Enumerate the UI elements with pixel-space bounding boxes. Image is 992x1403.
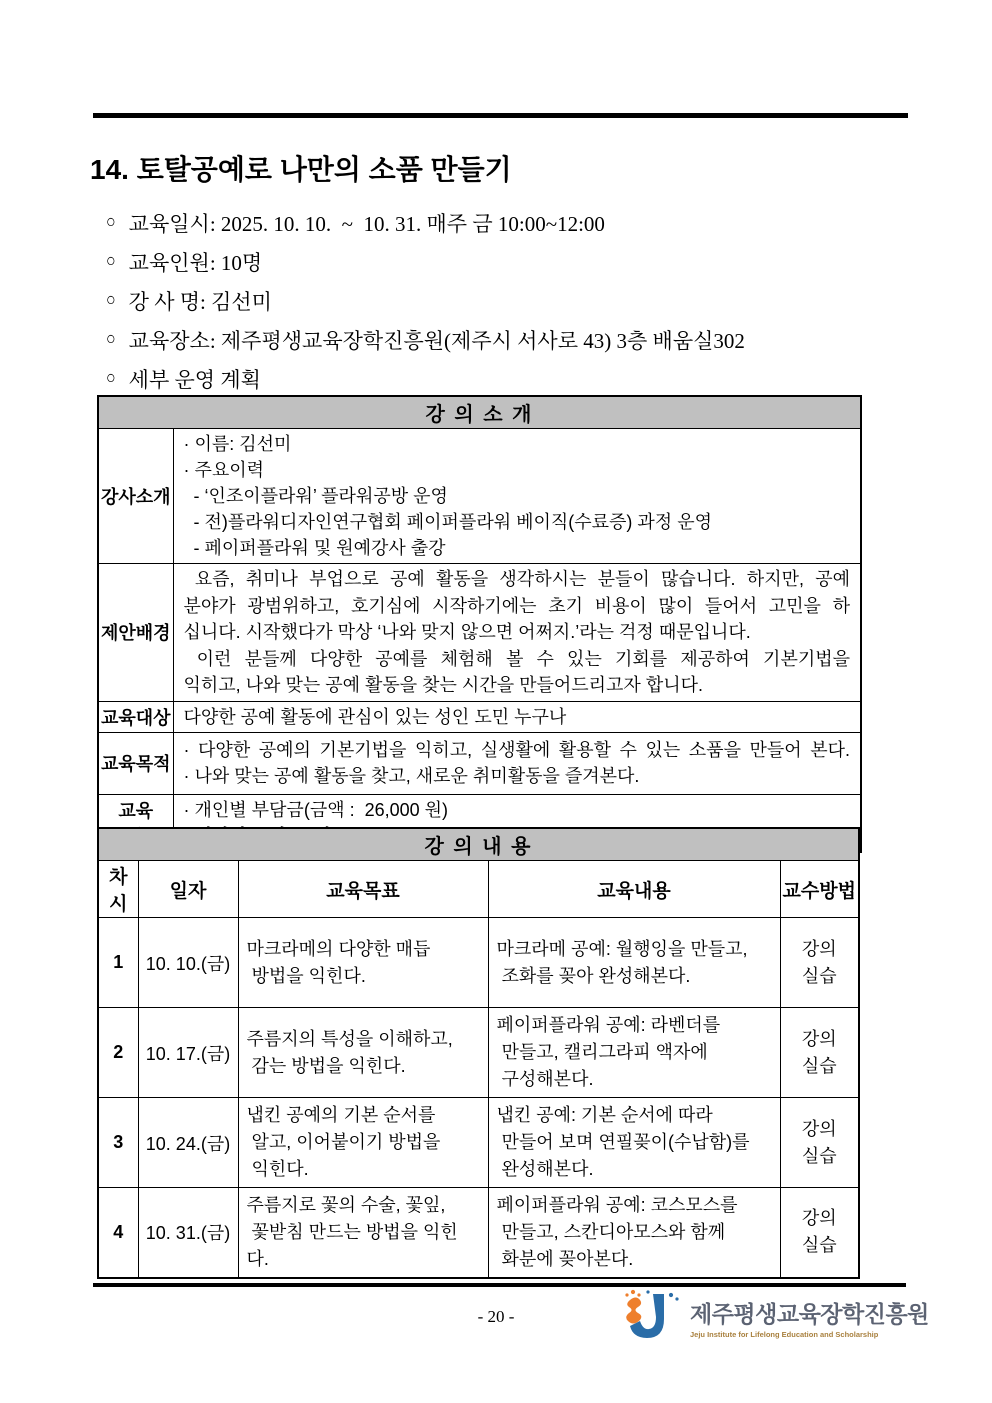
content-line: 만들고, 캘리그라피 액자에 — [496, 1042, 708, 1062]
profile-line: · 주요이력 — [183, 460, 265, 480]
col-header-session: 차시 — [98, 861, 138, 918]
col-header-date: 일자 — [138, 861, 238, 918]
circle-bullet-icon: ○ — [106, 290, 116, 310]
session-date: 10. 10.(금) — [138, 918, 238, 1008]
bullet-instructor-name — [106, 281, 906, 320]
method-line: 강의 — [801, 1028, 837, 1049]
row-label-instructor-profile: 강사소개 — [98, 429, 173, 564]
background-line: 이런 분들께 다양한 공예를 체험해 볼 수 있는 기회를 제공하여 기본기법을 — [183, 648, 850, 669]
col-header-objective: 교육목표 — [238, 861, 488, 918]
method-line: 강의 — [801, 1118, 837, 1139]
profile-line: - 페이퍼플라워 및 원예강사 출강 — [183, 538, 446, 558]
objective-line: 알고, 이어붙이기 방법을 — [246, 1132, 441, 1152]
table-row — [98, 1188, 859, 1278]
objective-line: 감는 방법을 익힌다. — [246, 1055, 406, 1076]
session-number: 3 — [98, 1098, 138, 1188]
table-row — [98, 918, 859, 1008]
instructor-profile-cell — [173, 429, 861, 564]
org-name-en: Jeju Institute for Lifelong Education and Scholarship — [690, 1329, 879, 1339]
session-objective — [238, 1008, 488, 1098]
row-label-education-purpose: 교육목적 — [98, 732, 173, 794]
education-purpose-cell — [173, 732, 861, 794]
proposal-background-cell — [173, 564, 861, 702]
page-title: 14. 토탈공예로 나만의 소품 만들기 — [90, 154, 512, 185]
profile-line: · 이름: 김선미 — [183, 434, 292, 454]
purpose-line: · 나와 맞는 공예 활동을 찾고, 새로운 취미활동을 즐겨본다. — [183, 766, 640, 786]
content-line: 마크라메 공예: 월행잉을 만들고, — [496, 938, 748, 959]
content-line: 페이퍼플라워 공예: 라벤더를 — [496, 1015, 721, 1035]
objective-line: 주름지의 특성을 이해하고, — [246, 1028, 453, 1049]
profile-line: - ‘인조이플라워’ 플라워공방 운영 — [183, 486, 448, 506]
top-divider — [93, 113, 908, 118]
method-line: 실습 — [801, 1235, 837, 1256]
session-date: 10. 17.(금) — [138, 1008, 238, 1098]
table-row — [98, 1098, 859, 1188]
method-line: 실습 — [801, 1145, 837, 1166]
circle-bullet-icon: ○ — [106, 329, 116, 349]
education-target-cell — [173, 701, 861, 732]
session-number: 1 — [98, 918, 138, 1008]
bullet-text: 교육일시: 2025. 10. 10. ~ 10. 31. 매주 금 10:00~12:00 — [128, 211, 605, 236]
lecture-content-table — [97, 827, 860, 1279]
content-line: 만들고, 스칸디아모스와 함께 — [496, 1221, 726, 1242]
bullet-detail-plan — [106, 359, 906, 398]
circle-bullet-icon: ○ — [106, 368, 116, 388]
bullet-text: 강 사 명: 김선미 — [128, 289, 272, 314]
content-line: 페이퍼플라워 공예: 코스모스를 — [496, 1194, 738, 1215]
method-line: 강의 — [801, 1208, 837, 1229]
circle-bullet-icon: ○ — [106, 251, 116, 271]
background-line: 익히고, 나와 맞는 공예 활동을 찾는 시간을 만들어드리고자 합니다. — [183, 675, 703, 695]
objective-line: 꽃받침 만드는 방법을 익힌다. — [246, 1221, 458, 1269]
profile-line: - 전)플라워디자인연구협회 페이퍼플라워 베이직(수료증) 과정 운영 — [183, 512, 712, 532]
teaching-method — [780, 1188, 859, 1278]
lecture-intro-header: 강 의 소 개 — [98, 396, 861, 429]
session-date: 10. 31.(금) — [138, 1188, 238, 1278]
session-content — [488, 918, 780, 1008]
logo-text-block — [690, 1296, 929, 1339]
row-label-education-target: 교육대상 — [98, 701, 173, 732]
session-date: 10. 24.(금) — [138, 1098, 238, 1188]
background-line: 분야가 광범위하고, 호기심에 시작하기에는 초기 비용이 많이 들어서 고민을 하 — [183, 595, 851, 616]
background-line: 십니다. 시작했다가 막상 ‘나와 맞지 않으면 어쩌지.’라는 걱정 때문입니다. — [183, 622, 751, 642]
circle-bullet-icon: ○ — [106, 212, 116, 232]
col-header-method: 교수방법 — [780, 861, 859, 918]
bullet-text: 세부 운영 계획 — [128, 367, 261, 392]
objective-line: 방법을 익힌다. — [246, 965, 366, 986]
bullet-text: 교육장소: 제주평생교육장학진흥원(제주시 서사로 43) 3층 배움실302 — [128, 328, 745, 353]
org-logo — [616, 1288, 929, 1346]
session-content — [488, 1188, 780, 1278]
session-objective — [238, 1098, 488, 1188]
bullet-education-datetime — [106, 203, 906, 242]
session-content — [488, 1098, 780, 1188]
bullet-text: 교육인원: 10명 — [128, 250, 263, 275]
lecture-intro-table — [97, 395, 862, 853]
session-number: 4 — [98, 1188, 138, 1278]
method-line: 실습 — [801, 1055, 837, 1076]
objective-line: 익힌다. — [246, 1159, 309, 1179]
table-row — [98, 1008, 859, 1098]
content-line: 완성해본다. — [496, 1159, 594, 1179]
bullet-list — [106, 203, 906, 398]
objective-line: 냅킨 공예의 기본 순서를 — [246, 1105, 436, 1125]
session-number: 2 — [98, 1008, 138, 1098]
background-line: 요즘, 취미나 부업으로 공예 활동을 생각하시는 분들이 많습니다. 하지만, 공예 — [183, 569, 850, 589]
objective-line: 주름지로 꽃의 수술, 꽃잎, — [246, 1194, 446, 1215]
page-number: - 20 - — [477, 1307, 515, 1326]
lecture-content-header: 강 의 내 용 — [98, 828, 859, 861]
purpose-line: · 다양한 공예의 기본기법을 익히고, 실생활에 활용할 수 있는 소품을 만들어 본다. — [183, 740, 851, 760]
content-line: 조화를 꽂아 완성해본다. — [496, 965, 691, 986]
method-line: 강의 — [801, 938, 837, 959]
session-objective — [238, 918, 488, 1008]
bullet-education-capacity — [106, 242, 906, 281]
session-objective — [238, 1188, 488, 1278]
materials-line: · 개인별 부담금(금액 : 26,000 원) — [183, 799, 449, 820]
row-label-proposal-background: 제안배경 — [98, 564, 173, 702]
org-name-ko: 제주평생교육장학진흥원 — [690, 1300, 929, 1327]
teaching-method — [780, 918, 859, 1008]
objective-line: 마크라메의 다양한 매듭 — [246, 938, 431, 959]
content-line: 구성해본다. — [496, 1069, 594, 1089]
teaching-method — [780, 1008, 859, 1098]
bottom-divider — [93, 1283, 906, 1287]
method-line: 실습 — [801, 965, 837, 986]
target-line: 다양한 공예 활동에 관심이 있는 성인 도민 누구나 — [183, 706, 567, 727]
materials-label-line: 교육 — [118, 800, 154, 821]
content-line: 만들어 보며 연필꽂이(수납함)를 — [496, 1132, 750, 1152]
content-line: 화분에 꽂아본다. — [496, 1248, 634, 1269]
logo-mark-icon — [616, 1288, 686, 1346]
col-header-content: 교육내용 — [488, 861, 780, 918]
session-content — [488, 1008, 780, 1098]
content-line: 냅킨 공예: 기본 순서에 따라 — [496, 1105, 713, 1125]
teaching-method — [780, 1098, 859, 1188]
bullet-education-location — [106, 320, 906, 359]
